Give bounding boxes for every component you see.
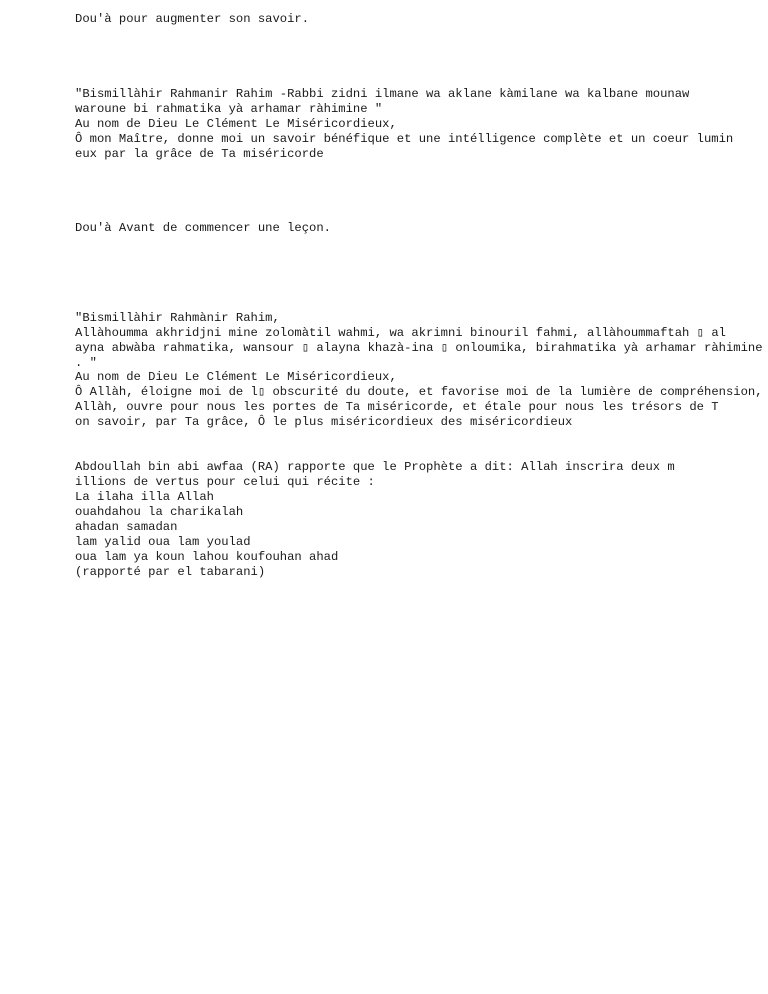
prayer2-line: Ô Allàh, éloigne moi de l▯ obscurité du doute, et favorise moi de la lumière de compréhension, [75, 385, 763, 399]
prayer2-line: . " [75, 356, 97, 370]
hadith-line: La ilaha illa Allah [75, 490, 214, 504]
prayer2-line: Allàh, ouvre pour nous les portes de Ta miséricorde, et étale pour nous les trésors de T [75, 400, 719, 414]
prayer2-line: Au nom de Dieu Le Clément Le Miséricordieux, [75, 370, 397, 384]
heading-savoir: Dou'à pour augmenter son savoir. [75, 12, 310, 26]
hadith-line: ahadan samadan [75, 520, 178, 534]
prayer2-line: on savoir, par Ta grâce, Ô le plus miséricordieux des miséricordieux [75, 415, 573, 429]
hadith-line: lam yalid oua lam youlad [75, 535, 251, 549]
hadith-line: ouahdahou la charikalah [75, 505, 244, 519]
prayer1-line: "Bismillàhir Rahmanir Rahim -Rabbi zidni ilmane wa aklane kàmilane wa kalbane mounaw [75, 87, 690, 101]
prayer2-line: "Bismillàhir Rahmànir Rahim, [75, 311, 280, 325]
hadith-line: (rapporté par el tabarani) [75, 565, 266, 579]
prayer1-line: Au nom de Dieu Le Clément Le Miséricordieux, [75, 117, 397, 131]
prayer2-line: Allàhoumma akhridjni mine zolomàtil wahmi, wa akrimni binouril fahmi, allàhoummaftah ▯ al [75, 326, 726, 340]
prayer1-line: eux par la grâce de Ta miséricorde [75, 147, 324, 161]
hadith-line: illions de vertus pour celui qui récite : [75, 475, 375, 489]
prayer1-line: Ô mon Maître, donne moi un savoir bénéfique et une intélligence complète et un coeur lumin [75, 132, 734, 146]
heading-lecon: Dou'à Avant de commencer une leçon. [75, 221, 331, 235]
prayer1-line: waroune bi rahmatika yà arhamar ràhimine " [75, 102, 383, 116]
hadith-line: oua lam ya koun lahou koufouhan ahad [75, 550, 339, 564]
hadith-line: Abdoullah bin abi awfaa (RA) rapporte que le Prophète a dit: Allah inscrira deux m [75, 460, 675, 474]
prayer2-line: ayna abwàba rahmatika, wansour ▯ alayna khazà-ina ▯ onloumika, birahmatika yà arhamar ràhimine [75, 341, 763, 355]
